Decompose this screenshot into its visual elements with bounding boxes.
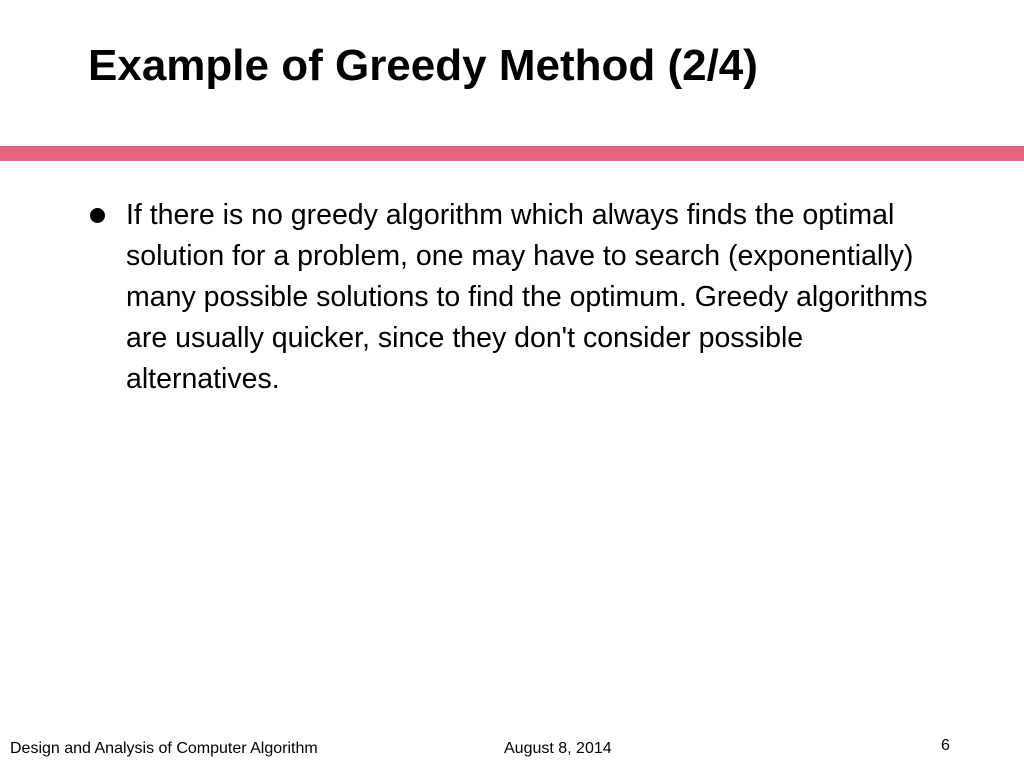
title-divider (0, 146, 1024, 161)
bullet-text: If there is no greedy algorithm which always finds the optimal solution for a problem, one may have to search (exponentially) many possible solutions to find the optimum. Greedy algorithms are usually quicker, since they don't consider possible alternatives. (126, 199, 928, 395)
bullet-item (88, 195, 948, 400)
footer-course-title: Design and Analysis of Computer Algorithm (10, 740, 318, 757)
footer-date: August 8, 2014 (504, 740, 612, 757)
slide-title: Example of Greedy Method (2/4) (88, 41, 758, 90)
bullet-list (88, 195, 948, 400)
slide-number: 6 (941, 737, 950, 754)
bullet-dot-icon (90, 208, 105, 223)
